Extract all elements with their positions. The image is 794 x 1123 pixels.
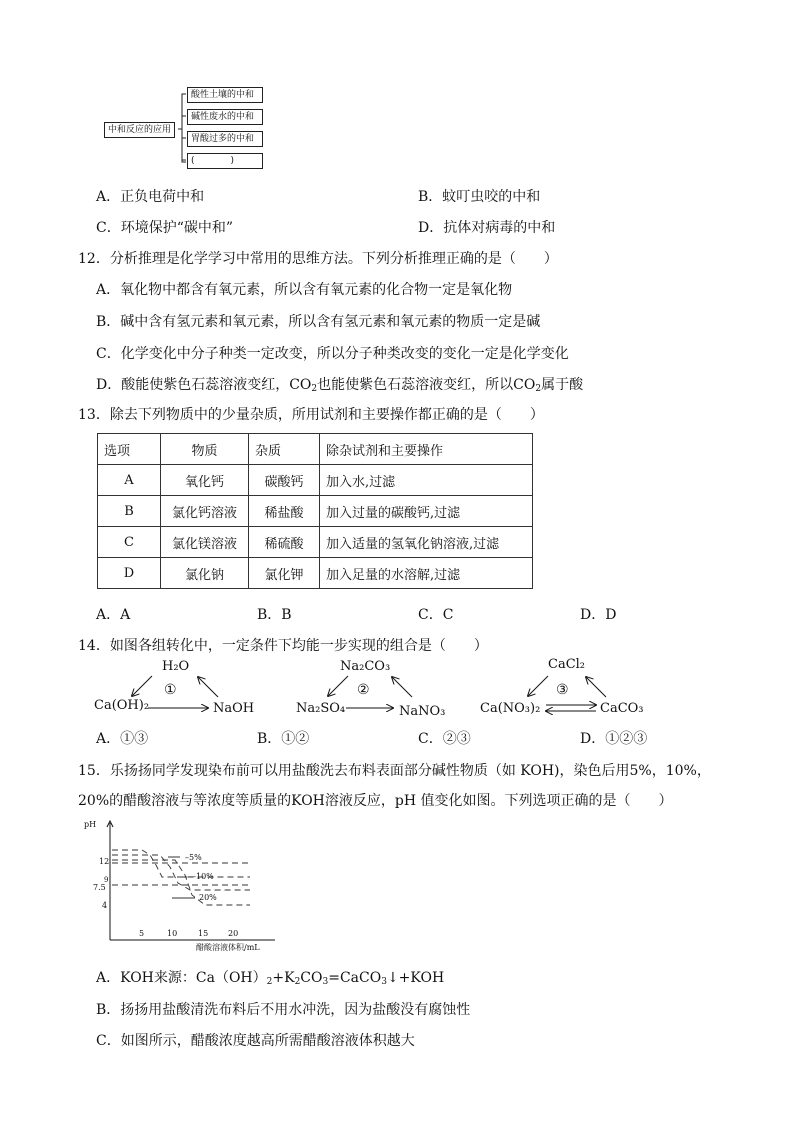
table-cell: 氯化钙溶液 (161, 496, 249, 527)
x-tick-label: 10 (167, 929, 178, 938)
chart-xlabel: 醋酸溶液体积/mL (196, 943, 260, 952)
q15-option-b: B．扬扬用盐酸清洗布料后不用水冲洗，因为盐酸没有腐蚀性 (96, 1002, 471, 1018)
table-cell: 氧化钙 (161, 465, 249, 496)
q12-option-c: C．化学变化中分子种类一定改变，所以分子种类改变的变化一定是化学变化 (96, 346, 569, 362)
table-row (98, 496, 533, 527)
q14-g2-top: Na₂CO₃ (340, 659, 391, 674)
x-tick-label: 15 (198, 929, 209, 938)
series-label-20-percent: 20% (199, 893, 217, 902)
table-header: 除杂试剂和主要操作 (320, 434, 533, 465)
table-cell: 氯化钠 (161, 558, 249, 589)
series-label-10-percent: —10% (188, 872, 214, 881)
q14-g2-left: Na₂SO₄ (296, 701, 346, 716)
series-label-5-percent: –5% (185, 853, 202, 862)
table-cell: 加入足量的水溶解,过滤 (320, 558, 533, 589)
q14-g3-num: ③ (556, 682, 569, 698)
q11-option-c: C．环境保护“碳中和” (96, 220, 234, 236)
q13-option-a: A．A (96, 607, 131, 623)
q14-g3-right: CaCO₃ (600, 701, 644, 716)
q12-option-a: A．氧化物中都含有氧元素，所以含有氧元素的化合物一定是氧化物 (96, 282, 513, 298)
q14-g1-right: NaOH (213, 701, 255, 716)
table-cell: 加入适量的氢氧化钠溶液,过滤 (320, 527, 533, 558)
table-cell: A (98, 465, 161, 496)
table-cell: 碳酸钙 (249, 465, 320, 496)
concept-map-root: 中和反应的应用 (104, 122, 175, 138)
table-cell: 稀盐酸 (249, 496, 320, 527)
table-header-row (98, 434, 533, 465)
table-row (98, 558, 533, 589)
q13-table (97, 433, 533, 589)
table-cell: 氯化镁溶液 (161, 527, 249, 558)
y-tick-label: 12 (99, 857, 110, 866)
q14-g1-top: H₂O (162, 659, 190, 674)
q12-stem: 12．分析推理是化学学习中常用的思维方法。下列分析推理正确的是（ ） (78, 251, 558, 267)
table-row (98, 527, 533, 558)
q14-g3-top: CaCl₂ (548, 657, 586, 672)
q14-g2-num: ② (357, 682, 370, 698)
q15-stem-line1: 15．乐扬扬同学发现染布前可以用盐酸洗去布料表面部分碱性物质（如 KOH)，染色后用5%，10%， (78, 763, 711, 779)
q14-stem: 14．如图各组转化中，一定条件下均能一步实现的组合是（ ） (78, 638, 488, 654)
q12-option-b: B．碱中含有氢元素和氧元素，所以含有氢元素和氧元素的物质一定是碱 (96, 314, 541, 330)
y-tick-label: 4 (102, 901, 108, 910)
q15-option-c: C．如图所示，醋酸浓度越高所需醋酸溶液体积越大 (96, 1033, 415, 1049)
series-5-percent-line (112, 850, 250, 877)
q13-option-b: B．B (257, 607, 292, 623)
q15-option-a: A．KOH来源：$Ca(OH)_2+K_2CO_3=CaCO_3↓+KOH$ (96, 970, 445, 987)
table-cell: B (98, 496, 161, 527)
table-cell: 氯化钾 (249, 558, 320, 589)
table-cell: D (98, 558, 161, 589)
q15-stem-line2: 20%的醋酸溶液与等浓度等质量的KOH溶液反应，pH 值变化如图。下列选项正确的是（ ） (78, 793, 673, 809)
chart-ylabel: pH (84, 820, 97, 829)
q11-option-b: B．蚊叮虫咬的中和 (418, 189, 541, 205)
table-cell: 加入过量的碳酸钙,过滤 (320, 496, 533, 527)
table-header: 物质 (161, 434, 249, 465)
concept-map-blank: ( ) (187, 153, 263, 169)
y-tick-label: 9 (104, 876, 109, 884)
q14-option-a: A．①③ (96, 731, 149, 747)
q15-chart-svg (80, 815, 280, 955)
concept-map-item: 胃酸过多的中和 (187, 131, 263, 147)
q14-option-c: C．②③ (418, 731, 471, 747)
q14-g2-right: NaNO₃ (399, 704, 446, 719)
q13-stem: 13．除去下列物质中的少量杂质，所用试剂和主要操作都正确的是（ ） (78, 407, 544, 423)
q14-g3-left: Ca(NO₃)₂ (480, 701, 541, 716)
q12-option-d: D．酸能使紫色石蕊溶液变红，$CO_2$也能使紫色石蕊溶液变红，所以$CO_2$属于酸 (96, 377, 584, 394)
q14-option-b: B．①② (257, 731, 310, 747)
q14-g1-num: ① (164, 682, 177, 698)
y-tick-label: 7.5 (93, 883, 106, 892)
table-header: 选项 (98, 434, 161, 465)
x-tick-label: 20 (228, 929, 239, 938)
concept-map-item: 酸性土壤的中和 (187, 87, 263, 103)
q13-option-c: C．C (418, 607, 454, 623)
x-tick-label: 5 (139, 929, 145, 938)
q11-option-a: A．正负电荷中和 (96, 189, 205, 205)
table-cell: 稀硫酸 (249, 527, 320, 558)
q11-option-d: D．抗体对病毒的中和 (418, 220, 556, 236)
q14-option-d: D．①②③ (580, 731, 648, 747)
table-cell: 加入水,过滤 (320, 465, 533, 496)
q14-g1-left: Ca(OH)₂ (94, 698, 150, 713)
concept-map-item: 碱性废水的中和 (187, 109, 263, 125)
q13-option-d: D．D (580, 607, 617, 623)
table-header: 杂质 (249, 434, 320, 465)
table-cell: C (98, 527, 161, 558)
table-row (98, 465, 533, 496)
